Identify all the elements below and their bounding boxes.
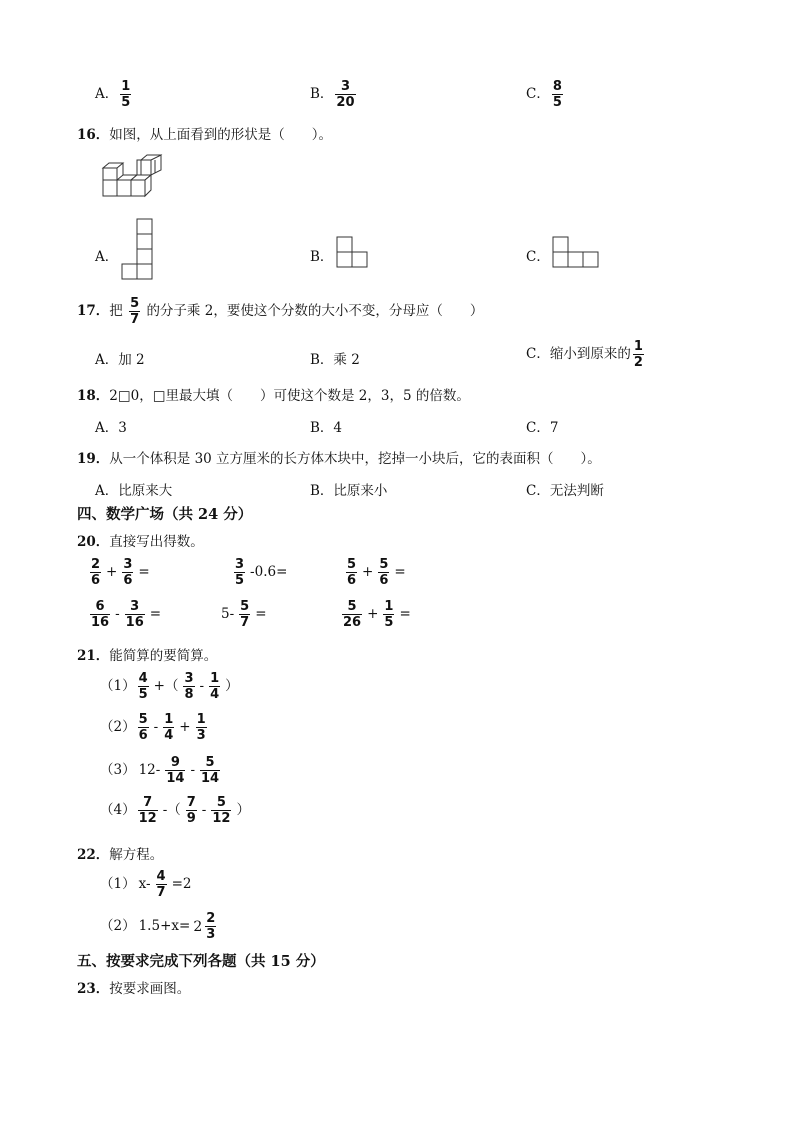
numerator: 5 (347, 599, 357, 614)
q16-option-b-shape (337, 236, 369, 268)
numerator: 5 (138, 712, 148, 727)
operator: ） (236, 802, 250, 818)
q22-part-1 (100, 870, 195, 899)
numerator: 3 (340, 79, 350, 94)
numerator: 8 (552, 79, 562, 94)
denominator: 26 (343, 615, 362, 630)
q20-expr-5 (218, 600, 270, 629)
numerator: 5 (205, 755, 215, 770)
question-number: 22． (77, 847, 110, 863)
operator: - (190, 762, 195, 778)
fraction (383, 600, 394, 629)
question-number: 16． (77, 127, 110, 143)
operator: - (201, 802, 207, 818)
operator: - (153, 719, 159, 735)
fraction (138, 713, 149, 742)
equals: = (149, 606, 162, 622)
part-label: （1） (100, 678, 136, 694)
q16-option-c-shape (553, 236, 601, 268)
fraction (342, 600, 362, 629)
fraction (156, 870, 167, 899)
q18-option-c[interactable]: C．7 (526, 420, 559, 436)
q15-option-b[interactable] (310, 80, 358, 109)
operator: + (367, 606, 379, 622)
denominator: 6 (347, 573, 357, 588)
equals: = (399, 606, 411, 622)
denominator: 4 (164, 728, 174, 743)
q16-option-a[interactable]: A． (95, 249, 119, 265)
denominator: 5 (235, 573, 245, 588)
denominator: 6 (91, 573, 101, 588)
question-23 (77, 977, 190, 997)
mixed-number (193, 912, 218, 941)
numerator: 1 (164, 712, 174, 727)
q15-option-a[interactable] (95, 80, 133, 109)
q19-option-b[interactable]: B．比原来小 (310, 483, 388, 499)
operator: =2 (171, 876, 192, 892)
question-text: 把 (109, 303, 123, 319)
question-17 (77, 297, 483, 326)
part-label: （3） (100, 762, 136, 778)
option-label: C．缩小到原来的 (526, 346, 631, 362)
fraction (138, 796, 158, 825)
question-16 (77, 123, 332, 143)
option-label: C． (526, 86, 550, 102)
part-label: （2） (100, 918, 136, 934)
operator: + (179, 719, 191, 735)
numerator: 9 (170, 755, 180, 770)
fraction (163, 713, 174, 742)
q17-option-a[interactable]: A．加 2 (95, 352, 145, 368)
q17-option-c[interactable] (526, 340, 646, 369)
fraction (122, 558, 133, 587)
question-18 (77, 384, 470, 404)
denominator: 9 (186, 811, 196, 826)
denominator: 5 (138, 687, 148, 702)
q20-expr-2 (232, 558, 290, 587)
question-number: 18． (77, 388, 110, 404)
operator: -0.6= (250, 564, 288, 580)
denominator: 5 (384, 615, 394, 630)
numerator: 7 (143, 795, 153, 810)
denominator: 6 (123, 573, 133, 588)
denominator: 7 (130, 312, 140, 327)
operator: - (115, 606, 120, 622)
question-text: 如图，从上面看到的形状是（ ）。 (109, 127, 333, 143)
q22-part-2 (100, 912, 218, 941)
q18-option-a[interactable]: A．3 (95, 420, 127, 436)
q16-option-b[interactable]: B． (310, 249, 334, 265)
question-text: 按要求画图。 (109, 981, 191, 997)
denominator: 8 (184, 687, 194, 702)
fraction (200, 756, 220, 785)
fraction (552, 80, 563, 109)
q15-option-c[interactable] (526, 80, 565, 109)
fraction (196, 713, 207, 742)
question-21 (77, 644, 217, 664)
denominator: 7 (156, 885, 166, 900)
denominator: 20 (336, 95, 355, 110)
fraction (209, 672, 220, 701)
question-number: 19． (77, 451, 110, 467)
fraction (378, 558, 389, 587)
part-label: （1） (100, 876, 136, 892)
fraction (346, 558, 357, 587)
operator: 1.5+x= (138, 918, 191, 934)
fraction (129, 297, 140, 326)
cube-figure (100, 150, 162, 202)
question-20 (77, 530, 204, 550)
numerator: 5 (216, 795, 226, 810)
operator: + (106, 564, 118, 580)
fraction (211, 796, 231, 825)
denominator: 5 (121, 95, 131, 110)
denominator: 6 (379, 573, 389, 588)
q19-option-c[interactable]: C．无法判断 (526, 483, 604, 499)
denominator: 3 (196, 728, 206, 743)
operator: + (362, 564, 374, 580)
denominator: 14 (166, 771, 185, 786)
question-22 (77, 843, 163, 863)
fraction (90, 600, 110, 629)
fraction (120, 80, 131, 109)
q20-expr-3 (344, 558, 409, 587)
denominator: 3 (206, 927, 216, 942)
denominator: 2 (633, 355, 643, 370)
fraction (183, 672, 194, 701)
denominator: 4 (210, 687, 220, 702)
operator: 12- (138, 762, 161, 778)
q21-part-3 (100, 756, 222, 785)
denominator: 7 (240, 615, 250, 630)
denominator: 6 (138, 728, 148, 743)
question-number: 20． (77, 534, 110, 550)
section-heading-4: 四、数学广场（共 24 分） (77, 506, 253, 523)
operator: 5- (221, 606, 235, 622)
fraction (90, 558, 101, 587)
numerator: 1 (210, 671, 220, 686)
question-text: 的分子乘 2，要使这个分数的大小不变，分母应（ ） (146, 303, 484, 319)
equals: = (394, 564, 406, 580)
fraction (335, 80, 355, 109)
section-heading-5: 五、按要求完成下列各题（共 15 分） (77, 953, 325, 970)
q20-expr-1 (88, 558, 153, 587)
q16-option-a-shape (122, 218, 154, 280)
question-19 (77, 447, 601, 467)
denominator: 12 (212, 811, 231, 826)
fraction (205, 912, 216, 941)
operator: +（ (153, 678, 179, 694)
equals: = (138, 564, 150, 580)
denominator: 16 (125, 615, 144, 630)
question-number: 23． (77, 981, 110, 997)
q18-option-b[interactable]: B．4 (310, 420, 343, 436)
fraction (234, 558, 245, 587)
equals: = (255, 606, 267, 622)
question-number: 17． (77, 303, 110, 319)
numerator: 5 (130, 296, 140, 311)
numerator: 4 (138, 671, 148, 686)
q21-part-4 (100, 796, 253, 825)
question-text: 解方程。 (109, 847, 164, 863)
fraction (138, 672, 149, 701)
question-text: 直接写出得数。 (109, 534, 204, 550)
numerator: 2 (91, 557, 101, 572)
option-label: B． (310, 86, 334, 102)
question-text: 能简算的要简算。 (109, 648, 218, 664)
q21-part-2 (100, 713, 209, 742)
q20-expr-6 (340, 600, 414, 629)
numerator: 1 (384, 599, 394, 614)
q21-part-1 (100, 672, 242, 701)
denominator: 16 (91, 615, 110, 630)
numerator: 2 (206, 911, 216, 926)
denominator: 12 (138, 811, 157, 826)
operator: -（ (162, 802, 181, 818)
operator: - (199, 678, 205, 694)
fraction (165, 756, 185, 785)
numerator: 3 (235, 557, 245, 572)
denominator: 5 (552, 95, 562, 110)
fraction (633, 340, 644, 369)
question-number: 21． (77, 648, 110, 664)
numerator: 3 (123, 557, 133, 572)
option-label: A． (95, 86, 119, 102)
question-text: 2□0，□里最大填（ ）可使这个数是 2，3，5 的倍数。 (109, 388, 470, 404)
part-label: （4） (100, 802, 136, 818)
numerator: 5 (240, 599, 250, 614)
numerator: 7 (186, 795, 196, 810)
q17-option-b[interactable]: B．乘 2 (310, 352, 360, 368)
numerator: 1 (633, 339, 643, 354)
numerator: 3 (184, 671, 194, 686)
denominator: 14 (201, 771, 220, 786)
numerator: 6 (95, 599, 105, 614)
q20-expr-4 (88, 600, 164, 629)
whole-part: 2 (193, 918, 203, 935)
q16-option-c[interactable]: C． (526, 249, 550, 265)
part-label: （2） (100, 719, 136, 735)
q19-option-a[interactable]: A．比原来大 (95, 483, 173, 499)
numerator: 1 (121, 79, 131, 94)
numerator: 5 (347, 557, 357, 572)
numerator: 1 (196, 712, 206, 727)
question-text: 从一个体积是 30 立方厘米的长方体木块中，挖掉一小块后，它的表面积（ ）。 (109, 451, 601, 467)
fraction (186, 796, 197, 825)
fraction (125, 600, 145, 629)
fraction (239, 600, 250, 629)
numerator: 5 (379, 557, 389, 572)
numerator: 3 (130, 599, 140, 614)
operator: x- (138, 876, 151, 892)
numerator: 4 (156, 869, 166, 884)
operator: ） (225, 678, 239, 694)
